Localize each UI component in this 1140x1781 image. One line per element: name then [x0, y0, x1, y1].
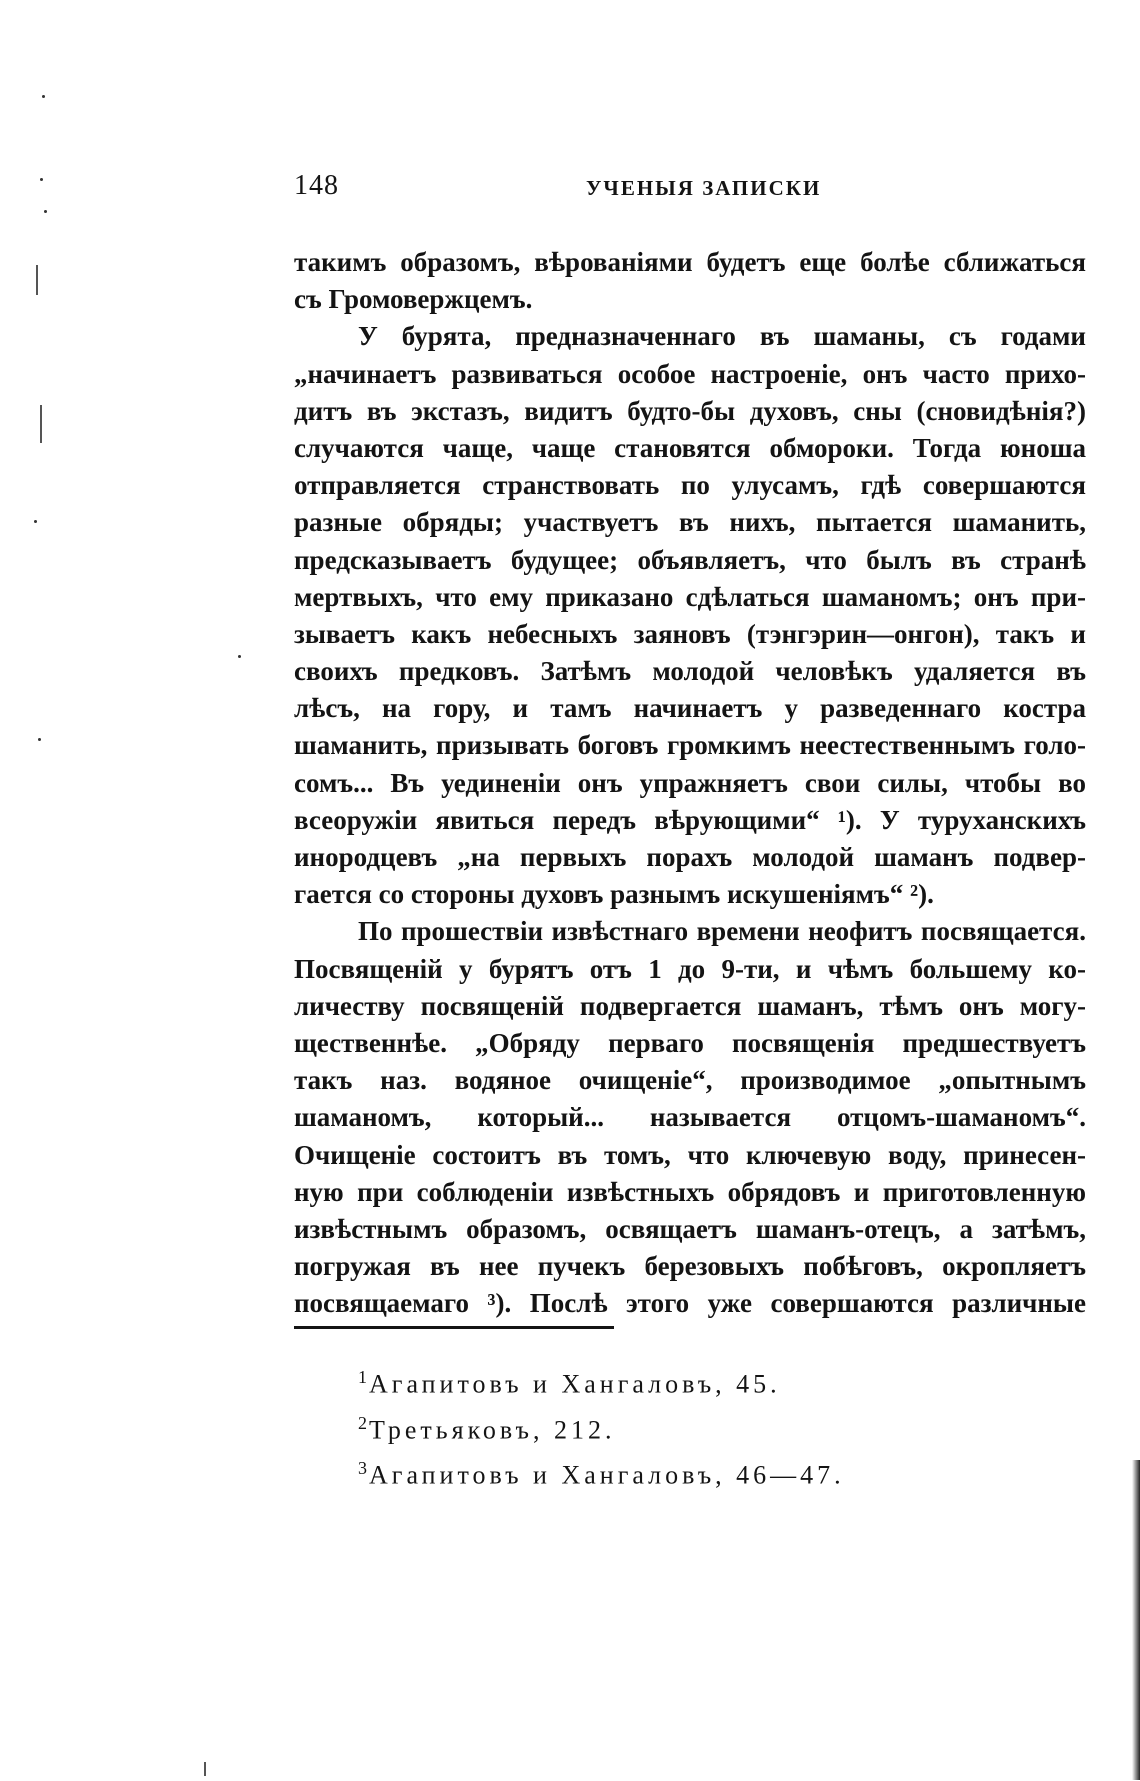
text-line: съ Громовержцемъ. — [294, 284, 533, 315]
text-line: разные обряды; участвуетъ въ нихъ, пытается шаманить, — [294, 507, 1086, 538]
text-line: шаманомъ, который... называется отцомъ-шаманомъ“. — [294, 1102, 1086, 1133]
text-line: сомъ... Въ уединеніи онъ упражняетъ свои силы, чтобы во — [294, 767, 1086, 798]
footnote-2 — [358, 1404, 1058, 1450]
text-line: лѣсъ, на гору, и тамъ начинаетъ у разведеннаго костра — [294, 693, 1086, 724]
margin-bar — [40, 405, 42, 443]
margin-dot — [34, 520, 37, 523]
text-line: инородцевъ „на первыхъ порахъ молодой шаманъ подвер- — [294, 842, 1086, 872]
text-line: своихъ предковъ. Затѣмъ молодой человѣкъ удаляется въ — [294, 656, 1086, 687]
footnote-divider — [294, 1326, 614, 1329]
margin-bar — [36, 265, 38, 295]
text-line: отправляется странствовать по улусамъ, гдѣ совершаются — [294, 470, 1086, 501]
text-line: погружая въ нее пучекъ березовыхъ побѣговъ, окропляетъ — [294, 1251, 1086, 1282]
text-line: мертвыхъ, что ему приказано сдѣлаться шаманомъ; онъ при- — [294, 581, 1086, 612]
page-number: 148 — [294, 170, 339, 201]
text-line: гается со стороны духовъ разнымъ искушеніямъ“ ²). — [294, 879, 934, 910]
footnotes — [358, 1358, 1058, 1495]
footnote-text: Третьяковъ, 212. — [369, 1415, 616, 1445]
paragraph-start-line: По прошествіи извѣстнаго времени неофитъ посвящается. — [358, 916, 1086, 947]
footnote-marker: 2 — [358, 1412, 367, 1433]
text-line: случаются чаще, чаще становятся обмороки. Тогда юноша — [294, 432, 1086, 463]
footnote-marker: 3 — [358, 1458, 367, 1479]
footnote-text: Агапитовъ и Хангаловъ, 45. — [369, 1369, 781, 1399]
page-edge-shadow — [1132, 1460, 1140, 1780]
margin-bar — [204, 1762, 206, 1776]
text-line: такимъ образомъ, вѣрованіями будетъ еще болѣе сближаться — [294, 247, 1086, 277]
margin-dot — [40, 178, 43, 181]
margin-dot — [42, 95, 45, 98]
text-line: посвящаемаго ³). Послѣ этого уже совершаются различные — [294, 1288, 1086, 1319]
footnote-1 — [358, 1358, 1058, 1404]
running-title: УЧЕНЫЯ ЗАПИСКИ — [586, 176, 822, 200]
footnote-3 — [358, 1449, 1058, 1495]
text-line: такъ наз. водяное очищеніе“, производимое „опытнымъ — [294, 1065, 1086, 1096]
text-line: предсказываетъ будущее; объявляетъ, что былъ въ странѣ — [294, 544, 1086, 575]
text-line: шаманить, призывать боговъ громкимъ неестественнымъ голо- — [294, 730, 1086, 761]
page-header — [294, 170, 1086, 210]
text-line: зываетъ какъ небесныхъ заяновъ (тэнгэрин—онгон), такъ и — [294, 618, 1086, 649]
margin-dot — [38, 738, 41, 741]
margin-dot — [44, 210, 47, 213]
text-line: Очищеніе состоитъ въ томъ, что ключевую воду, принесен- — [294, 1139, 1086, 1170]
text-line: дитъ въ экстазъ, видитъ будто-бы духовъ, сны (сновидѣнія?) — [294, 395, 1086, 426]
text-line: Посвященій у бурятъ отъ 1 до 9-ти, и чѣмъ большему ко- — [294, 953, 1086, 984]
paragraph-start-line: У бурята, предназначеннаго въ шаманы, съ годами — [358, 321, 1086, 352]
margin-dot — [238, 655, 241, 658]
text-line: извѣстнымъ образомъ, освящаетъ шаманъ-отецъ, а затѣмъ, — [294, 1213, 1086, 1244]
text-line: личеству посвященій подвергается шаманъ, тѣмъ онъ могу- — [294, 990, 1086, 1021]
footnote-marker: 1 — [358, 1367, 367, 1387]
footnote-text: Агапитовъ и Хангаловъ, 46—47. — [369, 1460, 845, 1490]
margin-marks — [0, 0, 60, 1781]
text-line: щественнѣе. „Обряду перваго посвященія предшествуетъ — [294, 1027, 1086, 1058]
text-line: всеоружіи явиться передъ вѣрующими“ ¹). У туруханскихъ — [294, 804, 1086, 835]
body-text — [294, 244, 1086, 1322]
text-line: „начинаетъ развиваться особое настроеніе, онъ часто прихо- — [294, 358, 1086, 389]
text-line: ную при соблюденіи извѣстныхъ обрядовъ и приготовленную — [294, 1176, 1086, 1207]
